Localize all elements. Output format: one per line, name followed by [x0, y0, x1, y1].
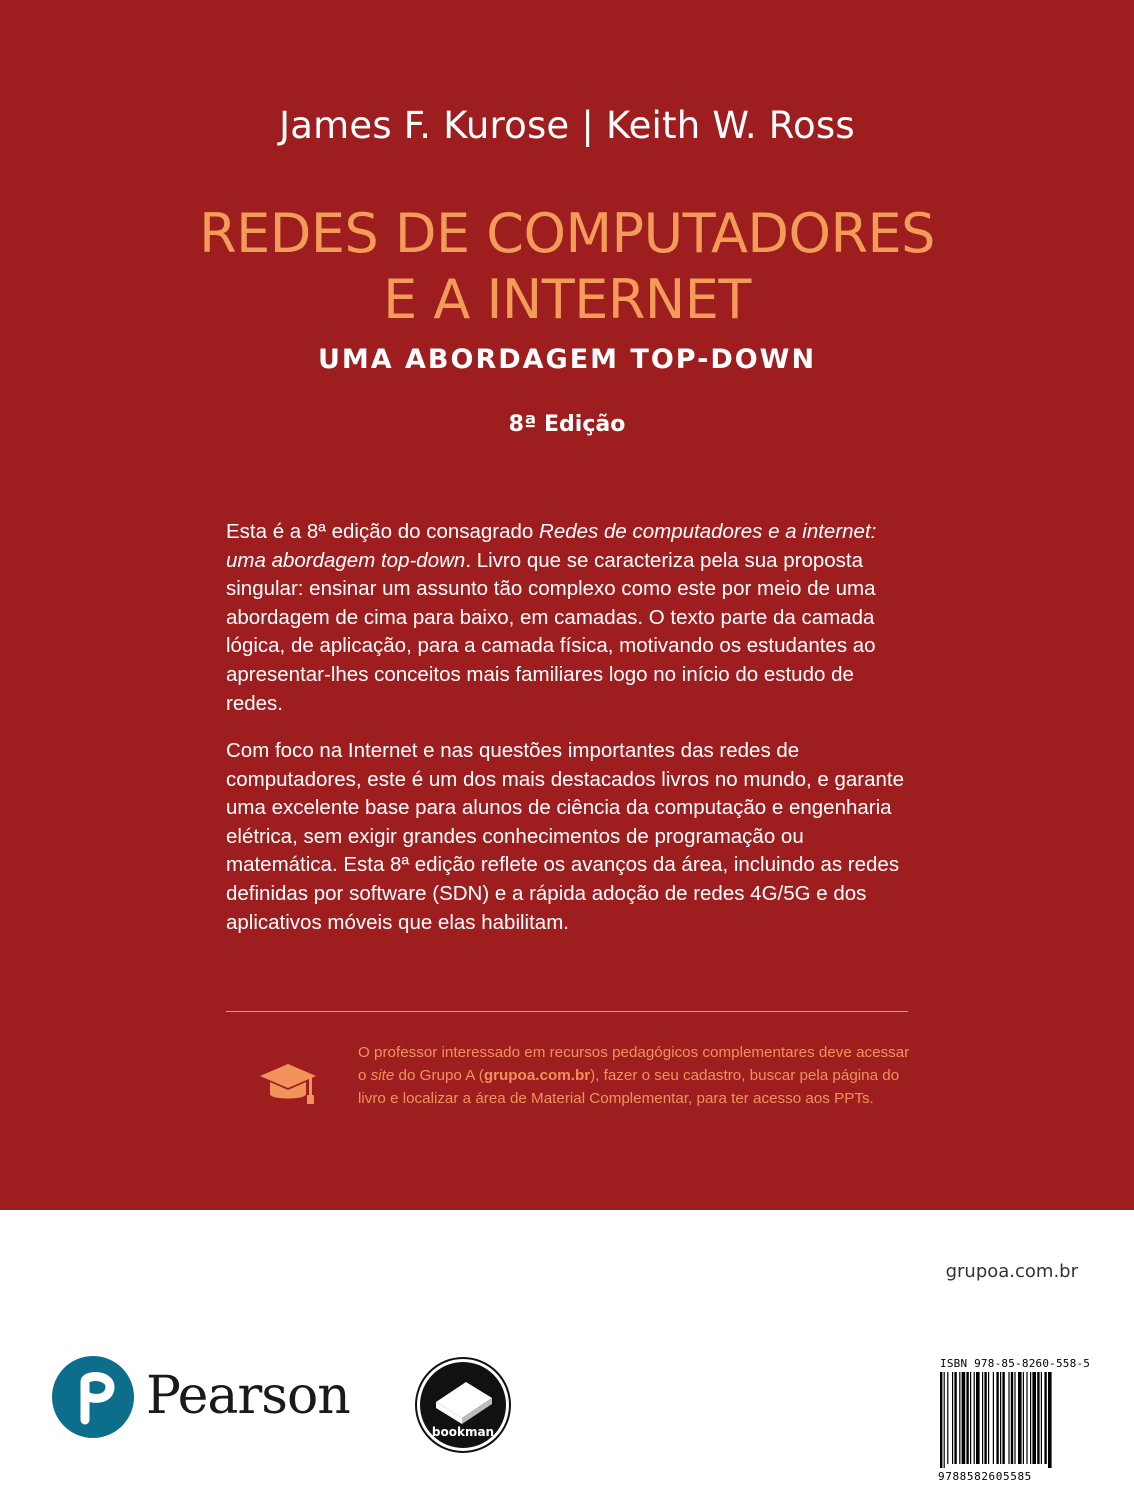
- barcode-bar: [982, 1372, 983, 1464]
- barcode-bar: [1023, 1372, 1024, 1464]
- barcode-bar: [976, 1372, 980, 1464]
- barcode-bar: [1008, 1372, 1009, 1464]
- barcode-bar: [993, 1372, 994, 1464]
- description-paragraph-2: Com foco na Internet e nas questões importantes das redes de computadores, este é um dos mais destacados livros no mundo, e garante uma excelente base para alunos de ciência da computação e engenharia elétrica, sem exigir grandes conhecimentos de programação ou matemática. Esta 8ª edição reflete os avanços da área, incluindo as redes definidas por software (SDN) e a rápida adoção de redes 4G/5G e dos aplicativos móveis que elas habilitam.: [226, 739, 905, 934]
- barcode-bar: [962, 1372, 966, 1464]
- barcode-bar: [1002, 1372, 1004, 1464]
- pearson-logo-icon: [52, 1356, 134, 1438]
- barcode-bar: [944, 1372, 945, 1468]
- book-title-line-1: REDES DE COMPUTADORES: [199, 202, 935, 265]
- barcode-bar: [1037, 1372, 1039, 1464]
- barcode-icon: [938, 1372, 1090, 1468]
- teacher-note-part-1: O professor interessado em recursos pedagógicos complementares deve acessar o: [358, 1044, 910, 1085]
- teacher-note-url[interactable]: grupoa.com.br: [483, 1067, 591, 1085]
- edition: 8ª Edição: [508, 412, 626, 437]
- barcode-bar: [974, 1372, 975, 1464]
- barcode-bar: [970, 1372, 971, 1464]
- isbn-digits: 9788582605585: [938, 1470, 1032, 1483]
- barcode-bar: [1032, 1372, 1036, 1464]
- teacher-note: [358, 1041, 918, 1111]
- barcode-bar: [1044, 1372, 1046, 1464]
- bookman-wordmark: bookman: [431, 1425, 495, 1439]
- barcode-bar: [952, 1372, 953, 1464]
- authors: James F. Kurose | Keith W. Ross: [279, 104, 855, 147]
- isbn-label: ISBN 978-85-8260-558-5: [940, 1357, 1091, 1370]
- divider: [226, 1011, 908, 1012]
- paragraph-1-book-title: Redes de computadores e a internet: uma abordagem top-down: [226, 520, 877, 572]
- barcode-bar: [1026, 1372, 1027, 1464]
- barcode-bar: [1048, 1372, 1052, 1468]
- barcode-bar: [1041, 1372, 1042, 1464]
- barcode-bar: [954, 1372, 956, 1464]
- teacher-note-site-word: site: [370, 1067, 395, 1085]
- barcode-bar: [984, 1372, 986, 1464]
- barcode-bar: [966, 1372, 968, 1464]
- barcode-bar: [988, 1372, 989, 1464]
- barcode-bar: [1011, 1372, 1013, 1464]
- barcode-bar: [940, 1372, 942, 1468]
- book-subtitle: UMA ABORDAGEM TOP-DOWN: [317, 344, 817, 375]
- barcode-bar: [1018, 1372, 1022, 1464]
- barcode-bar: [947, 1372, 948, 1464]
- book-title-line-2: E A INTERNET: [383, 268, 751, 331]
- description-paragraph-1: [226, 518, 916, 718]
- teacher-note-part-2: do Grupo A (: [394, 1067, 484, 1085]
- pearson-wordmark: Pearson: [146, 1366, 350, 1426]
- barcode-bar: [1014, 1372, 1015, 1464]
- paragraph-1-intro: Esta é a 8ª edição do consagrado: [226, 520, 540, 543]
- paragraph-1-rest: . Livro que se caracteriza pela sua proposta singular: ensinar um assunto tão complexo como este por meio de uma abordagem de cima para baixo, em camadas. O texto parte da camada lógica, de aplicação, para a camada física, motivando os estudantes ao apresentar-lhes conceitos mais familiares logo no início do estudo de redes.: [226, 548, 876, 715]
- website-link[interactable]: grupoa.com.br: [945, 1261, 1078, 1282]
- graduation-cap-icon: [258, 1062, 318, 1106]
- bookman-logo-icon: [414, 1356, 512, 1454]
- barcode-bar: [1030, 1372, 1031, 1464]
- barcode-bar: [959, 1372, 960, 1464]
- teacher-note-part-3: ), fazer o seu cadastro, buscar pela página do livro e localizar a área de Material Complementar, para ter acesso aos PPTs.: [358, 1067, 900, 1108]
- barcode-bar: [996, 1372, 998, 1464]
- barcode-bar: [1000, 1372, 1001, 1464]
